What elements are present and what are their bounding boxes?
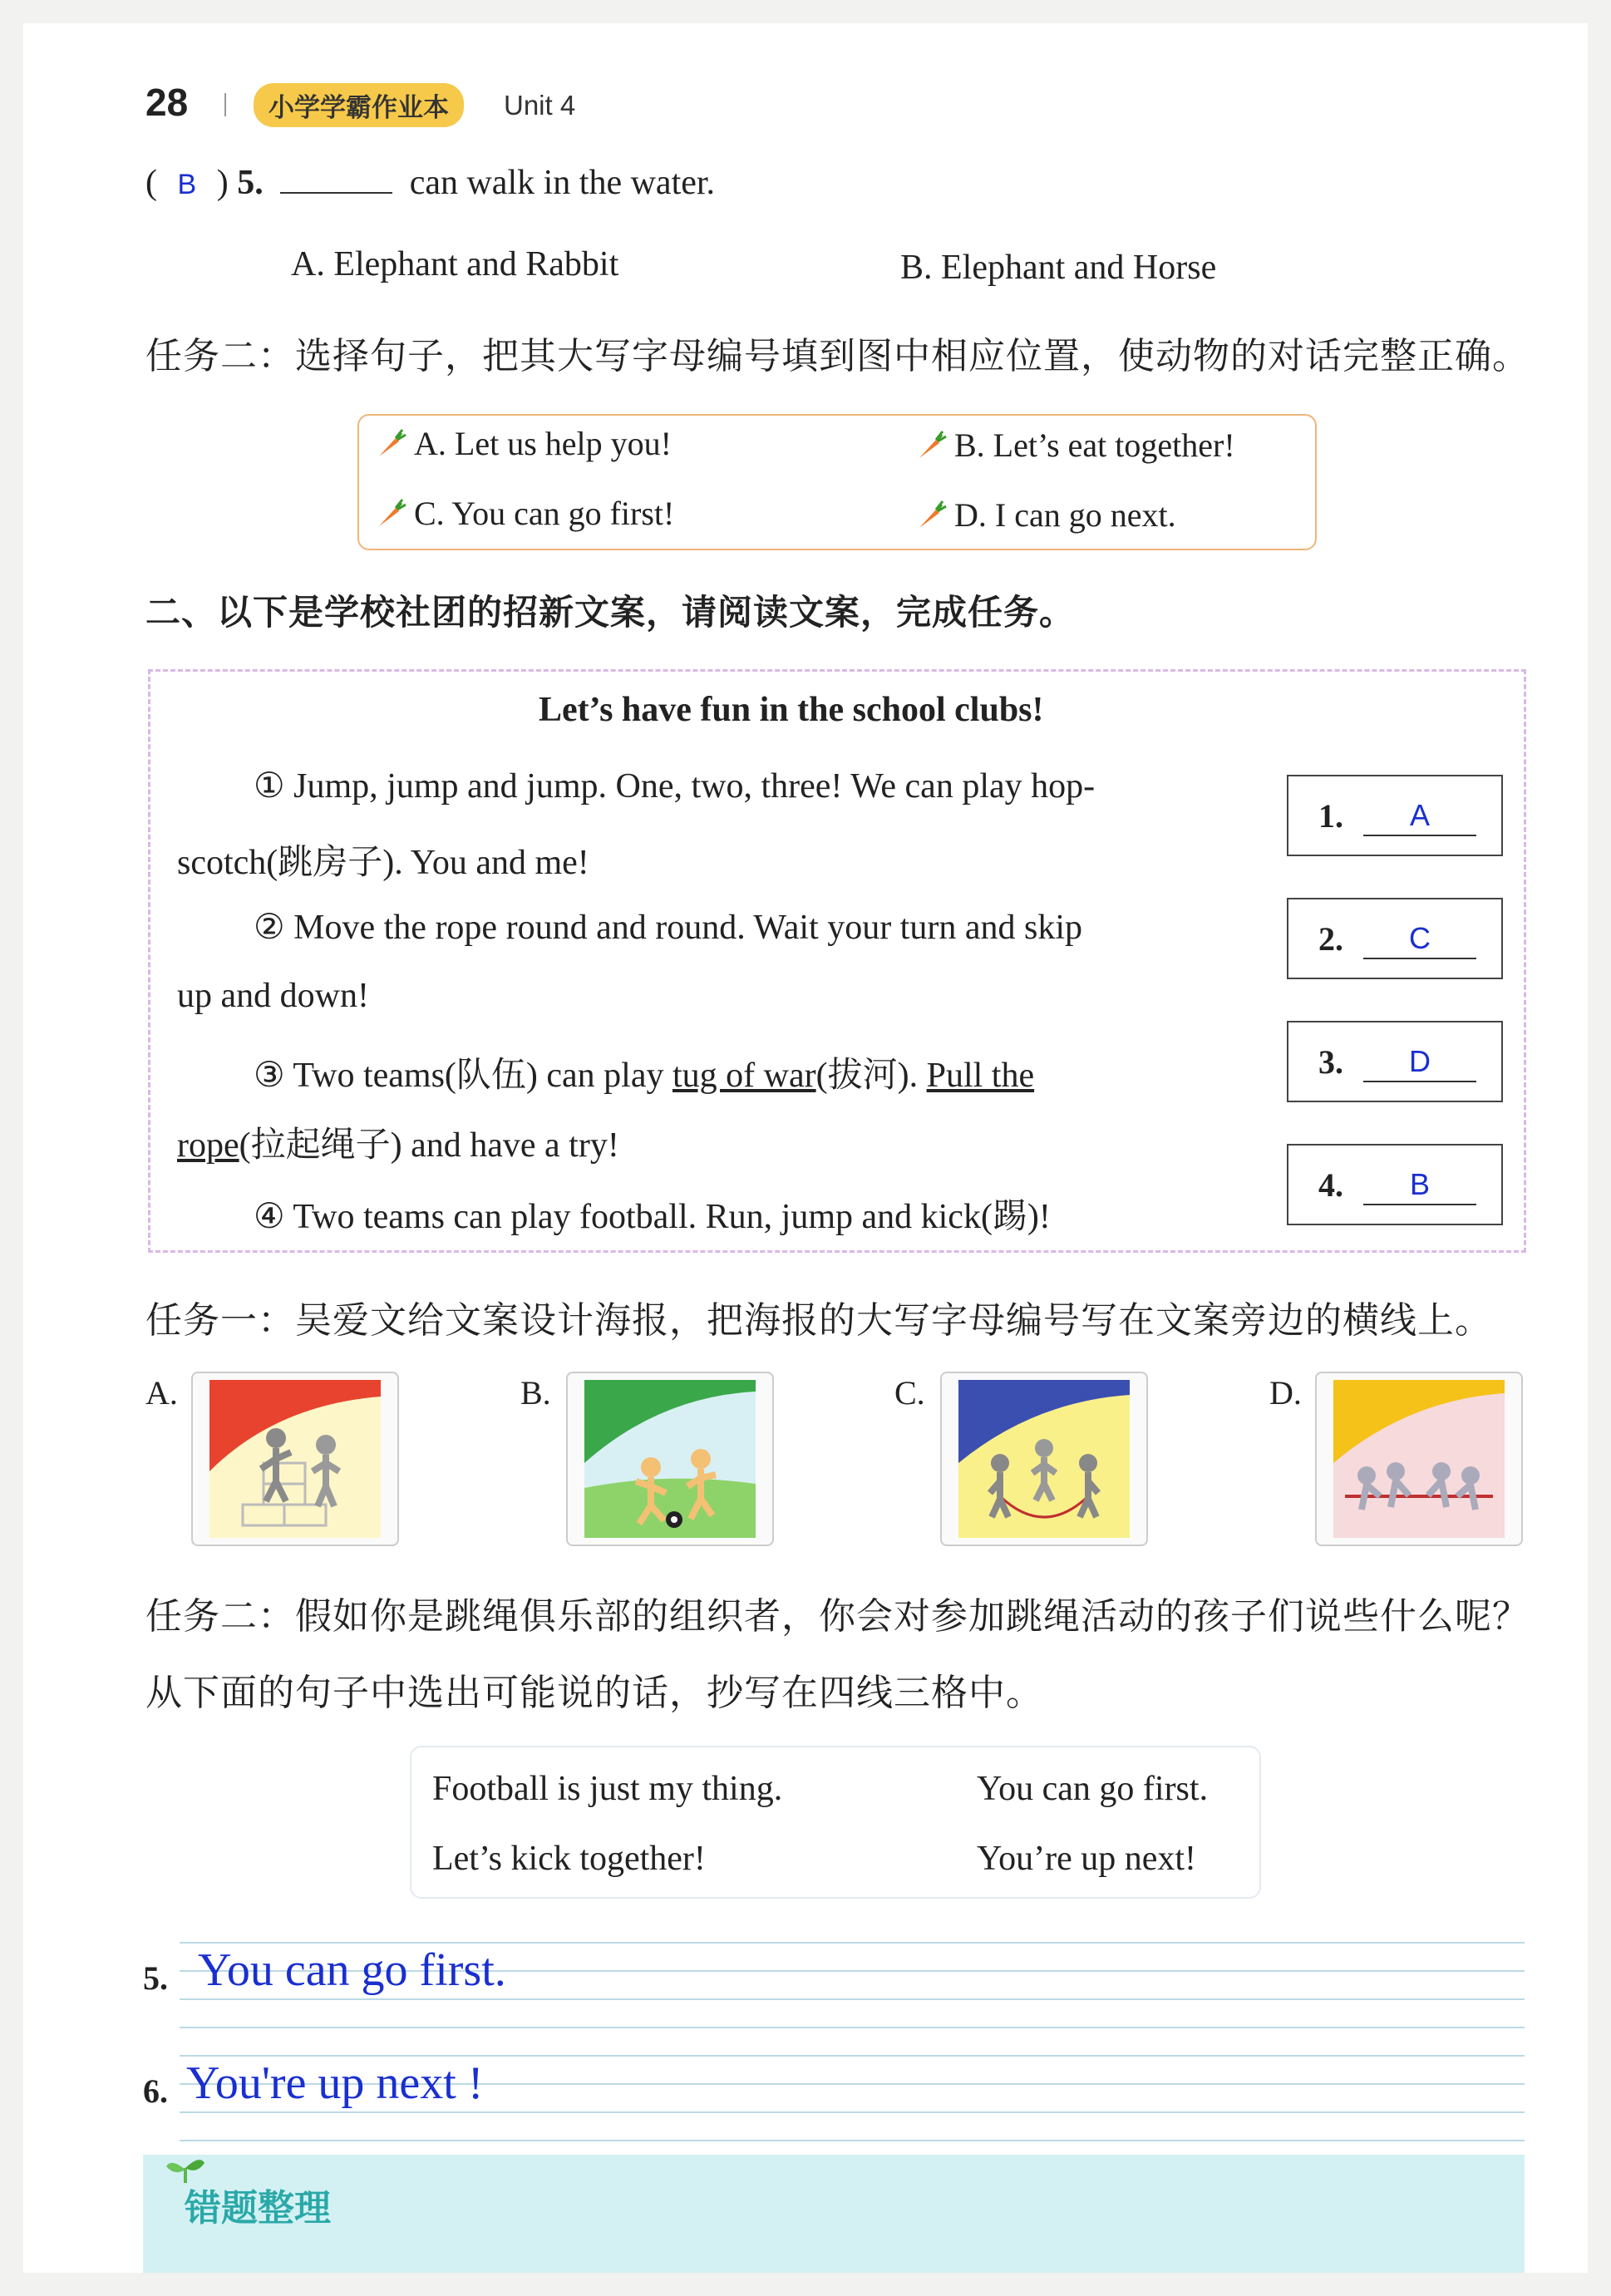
paragraph-1-line-1: ① Jump, jump and jump. One, two, three! We can play hop- [254, 767, 1096, 806]
section-two-heading: 二、以下是学校社团的招新文案，请阅读文案，完成任务。 [145, 592, 1076, 633]
paragraph-4: ④ Two teams can play football. Run, jump and kick(踢)! [254, 1198, 1051, 1236]
task-two-instruction: 任务二：选择句子，把其大写字母编号填到图中相应位置，使动物的对话完整正确。 [145, 335, 1530, 377]
written-answer-6: You're up next ! [186, 2057, 484, 2109]
option-item: A. Let us help you! [374, 424, 672, 463]
poster-label-c: C. [894, 1374, 925, 1412]
task-two-instruction-line-2: 从下面的句子中选出可能说的话，抄写在四线三格中。 [145, 1672, 1043, 1714]
carrot-icon [914, 498, 948, 531]
paragraph-2-line-1: ② Move the rope round and round. Wait your turn and skip [254, 909, 1082, 947]
carrot-icon [374, 496, 407, 530]
answer-box-4: 4. B [1287, 1144, 1503, 1225]
sentence-option: Let’s kick together! [432, 1840, 706, 1878]
answer-box-2: 2. C [1287, 898, 1503, 979]
writing-number-5: 5. [143, 1959, 168, 1997]
error-review-area [143, 2155, 1525, 2273]
underlined-phrase: rope [177, 1126, 239, 1165]
option-item: C. You can go first! [374, 494, 674, 533]
answer-paren-close: ) [216, 164, 229, 202]
question-5-stem: can walk in the water. [409, 164, 716, 202]
underlined-phrase: tug of war [672, 1057, 816, 1095]
question-5 [145, 163, 715, 203]
sentence-option: You’re up next! [977, 1840, 1197, 1878]
poster-label-d: D. [1269, 1374, 1302, 1412]
paragraph-3-line-1: ③ Two teams(队伍) can play tug of war(拔河). Pull the [254, 1057, 1035, 1095]
club-title: Let’s have fun in the school clubs! [539, 691, 1044, 729]
poster-d-tug-of-war [1315, 1372, 1523, 1546]
error-review-title: 错题整理 [185, 2187, 331, 2229]
option-item: B. Let’s eat together! [914, 426, 1235, 465]
page-number: 28 [145, 81, 189, 124]
header-divider [224, 93, 226, 116]
task-two-instruction-line-1: 任务二：假如你是跳绳俱乐部的组织者，你会对参加跳绳活动的孩子们说些什么呢？ [145, 1595, 1530, 1638]
answer-box-1: 1. A [1287, 775, 1503, 856]
sentence-option: Football is just my thing. [432, 1770, 783, 1808]
option-item: D. I can go next. [914, 495, 1176, 535]
question-5-number: 5. [237, 164, 264, 202]
paragraph-1-line-2: scotch(跳房子). You and me! [177, 844, 589, 882]
poster-c-skipping-rope [940, 1372, 1148, 1546]
unit-label: Unit 4 [504, 90, 576, 121]
carrot-icon [914, 428, 948, 461]
question-5-answer: B [177, 169, 197, 200]
written-answer-5: You can go first. [198, 1944, 506, 1996]
sentence-option: You can go first. [977, 1770, 1209, 1808]
answer-box-3: 3. D [1287, 1021, 1503, 1102]
poster-label-b: B. [520, 1374, 551, 1412]
poster-a-hopscotch [191, 1372, 399, 1546]
question-5-option-a: A. Elephant and Rabbit [291, 245, 619, 283]
poster-b-football [566, 1372, 774, 1546]
fill-blank [280, 167, 392, 194]
carrot-icon [374, 426, 407, 460]
question-5-option-b: B. Elephant and Horse [900, 249, 1217, 287]
answer-paren-open: ( [145, 164, 157, 202]
paragraph-3-line-2: rope(拉起绳子) and have a try! [177, 1126, 619, 1165]
task-one-instruction: 任务一：吴爱文给文案设计海报，把海报的大写字母编号写在文案旁边的横线上。 [145, 1299, 1492, 1342]
writing-number-6: 6. [143, 2072, 168, 2110]
poster-label-a: A. [145, 1374, 178, 1412]
brand-badge: 小学学霸作业本 [254, 83, 464, 127]
paragraph-2-line-2: up and down! [177, 977, 369, 1015]
underlined-phrase: Pull the [926, 1057, 1035, 1095]
